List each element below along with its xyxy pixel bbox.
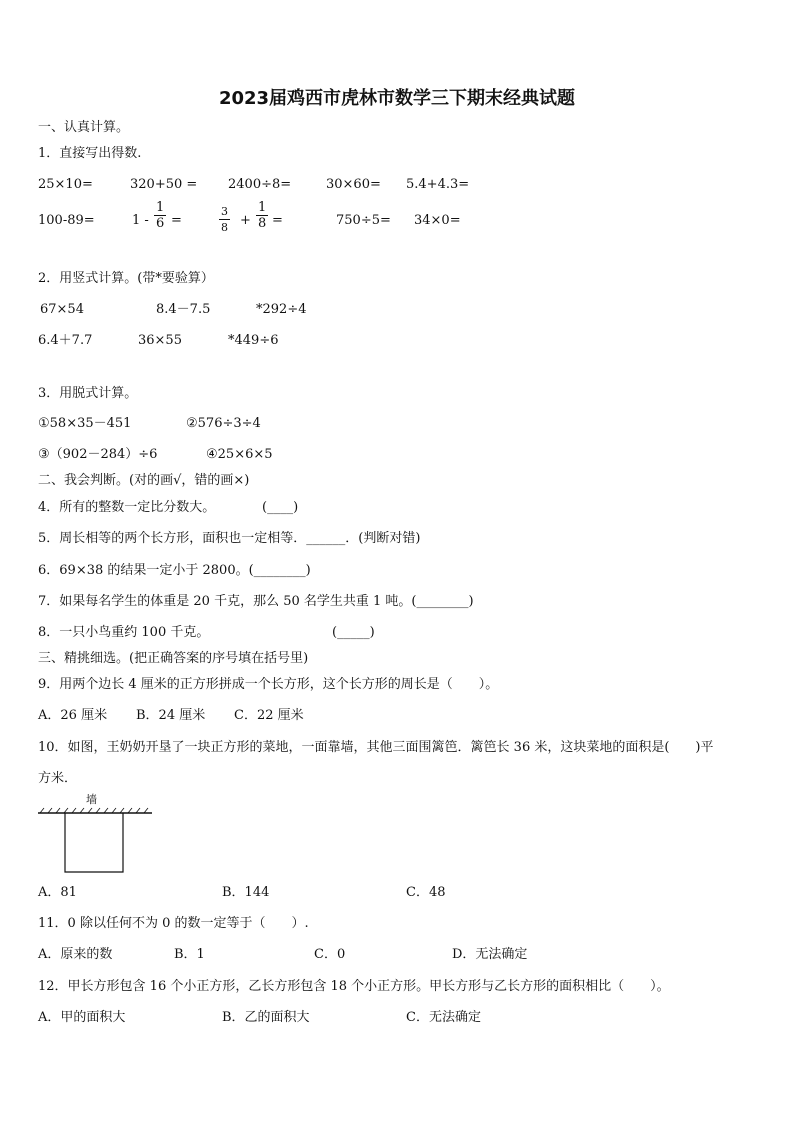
question-2-label: 2．用竖式计算。(带*要验算） xyxy=(38,271,214,286)
question-10: 10．如图，王奶奶开垦了一块正方形的菜地，一面靠墙，其他三面围篱笆．篱笆长 36 米，这块菜地的面积是( )平 xyxy=(38,740,714,755)
calc-item: 8.4－7.5 xyxy=(156,302,211,317)
calc-item: *449÷6 xyxy=(228,333,279,348)
option-c[interactable]: C．0 xyxy=(314,947,346,962)
option-c[interactable]: C．48 xyxy=(406,885,446,900)
calc-item: 67×54 xyxy=(40,302,84,317)
question-1-label: 1．直接写出得数. xyxy=(38,146,142,161)
equals-sign: = xyxy=(272,213,283,228)
question-11: 11．0 除以任何不为 0 的数一定等于（ ）. xyxy=(38,916,309,931)
question-12: 12．甲长方形包含 16 个小正方形，乙长方形包含 18 个小正方形。甲长方形与乙长方形的面积相比（ ）。 xyxy=(38,979,670,994)
calc-item: 750÷5= xyxy=(336,213,391,228)
question-3-label: 3．用脱式计算。 xyxy=(38,386,138,401)
fraction-denominator: 8 xyxy=(258,216,267,231)
question-10-cont: 方米． xyxy=(38,771,78,786)
section-heading-1: 一、认真计算。 xyxy=(38,120,130,135)
calc-item: ④25×6×5 xyxy=(206,447,273,462)
fraction-numerator: 1 xyxy=(156,200,165,215)
question-4: 4．所有的整数一定比分数大。 xyxy=(38,500,216,515)
question-9: 9．用两个边长 4 厘米的正方形拼成一个长方形，这个长方形的周长是（ ）。 xyxy=(38,677,499,692)
fraction-denominator: 6 xyxy=(156,216,165,231)
calc-item: ②576÷3÷4 xyxy=(186,416,261,431)
answer-paren[interactable]: (_____) xyxy=(332,625,375,640)
wall-label: 墙 xyxy=(86,793,97,806)
calc-item: 5.4+4.3= xyxy=(406,177,470,192)
page-title: 2023届鸡西市虎林市数学三下期末经典试题 xyxy=(218,88,576,109)
option-d[interactable]: D．无法确定 xyxy=(452,947,528,962)
fraction-numerator: 1 xyxy=(258,200,267,215)
garden-diagram xyxy=(36,794,154,876)
option-b[interactable]: B．1 xyxy=(174,947,205,962)
section-heading-3: 三、精挑细选。(把正确答案的序号填在括号里) xyxy=(38,651,309,666)
calc-item: ①58×35－451 xyxy=(38,416,132,431)
calc-item-prefix: 1 - xyxy=(132,213,149,228)
garden-figure xyxy=(36,794,154,876)
fence-outline xyxy=(65,813,123,872)
calc-item: 320+50 = xyxy=(130,177,198,192)
calc-item: 100-89= xyxy=(38,213,95,228)
option-b[interactable]: B．144 xyxy=(222,885,270,900)
option-a[interactable]: A．原来的数 xyxy=(38,947,113,962)
calc-item: 36×55 xyxy=(138,333,182,348)
calc-item: *292÷4 xyxy=(256,302,307,317)
option-a[interactable]: A．81 xyxy=(38,885,77,900)
fraction xyxy=(219,204,230,235)
fraction-denominator: 8 xyxy=(221,221,228,234)
question-5: 5．周长相等的两个长方形，面积也一定相等．______．(判断对错) xyxy=(38,531,421,546)
question-6: 6．69×38 的结果一定小于 2800。(________) xyxy=(38,563,311,578)
plus-sign: + xyxy=(240,213,251,228)
section-heading-2: 二、我会判断。(对的画√，错的画×) xyxy=(38,473,250,488)
question-7: 7．如果每名学生的体重是 20 千克，那么 50 名学生共重 1 吨。(________) xyxy=(38,594,474,609)
wall-hatching xyxy=(40,808,148,813)
fraction xyxy=(154,200,166,231)
equals-sign: = xyxy=(171,213,182,228)
option-c[interactable]: C．无法确定 xyxy=(406,1010,481,1025)
option-c[interactable]: C．22 厘米 xyxy=(234,708,304,723)
answer-paren[interactable]: (____) xyxy=(262,500,299,515)
calc-item: 25×10= xyxy=(38,177,93,192)
option-b[interactable]: B．24 厘米 xyxy=(136,708,206,723)
calc-item: 30×60= xyxy=(326,177,381,192)
option-b[interactable]: B．乙的面积大 xyxy=(222,1010,310,1025)
calc-item: 34×0= xyxy=(414,213,461,228)
fraction xyxy=(256,200,268,231)
option-a[interactable]: A．26 厘米 xyxy=(38,708,108,723)
calc-item: 2400÷8= xyxy=(228,177,292,192)
calc-item: 6.4＋7.7 xyxy=(38,333,93,348)
calc-item: ③（902－284）÷6 xyxy=(38,447,158,462)
fraction-numerator: 3 xyxy=(221,205,228,218)
question-8: 8．一只小鸟重约 100 千克。 xyxy=(38,625,210,640)
option-a[interactable]: A．甲的面积大 xyxy=(38,1010,126,1025)
